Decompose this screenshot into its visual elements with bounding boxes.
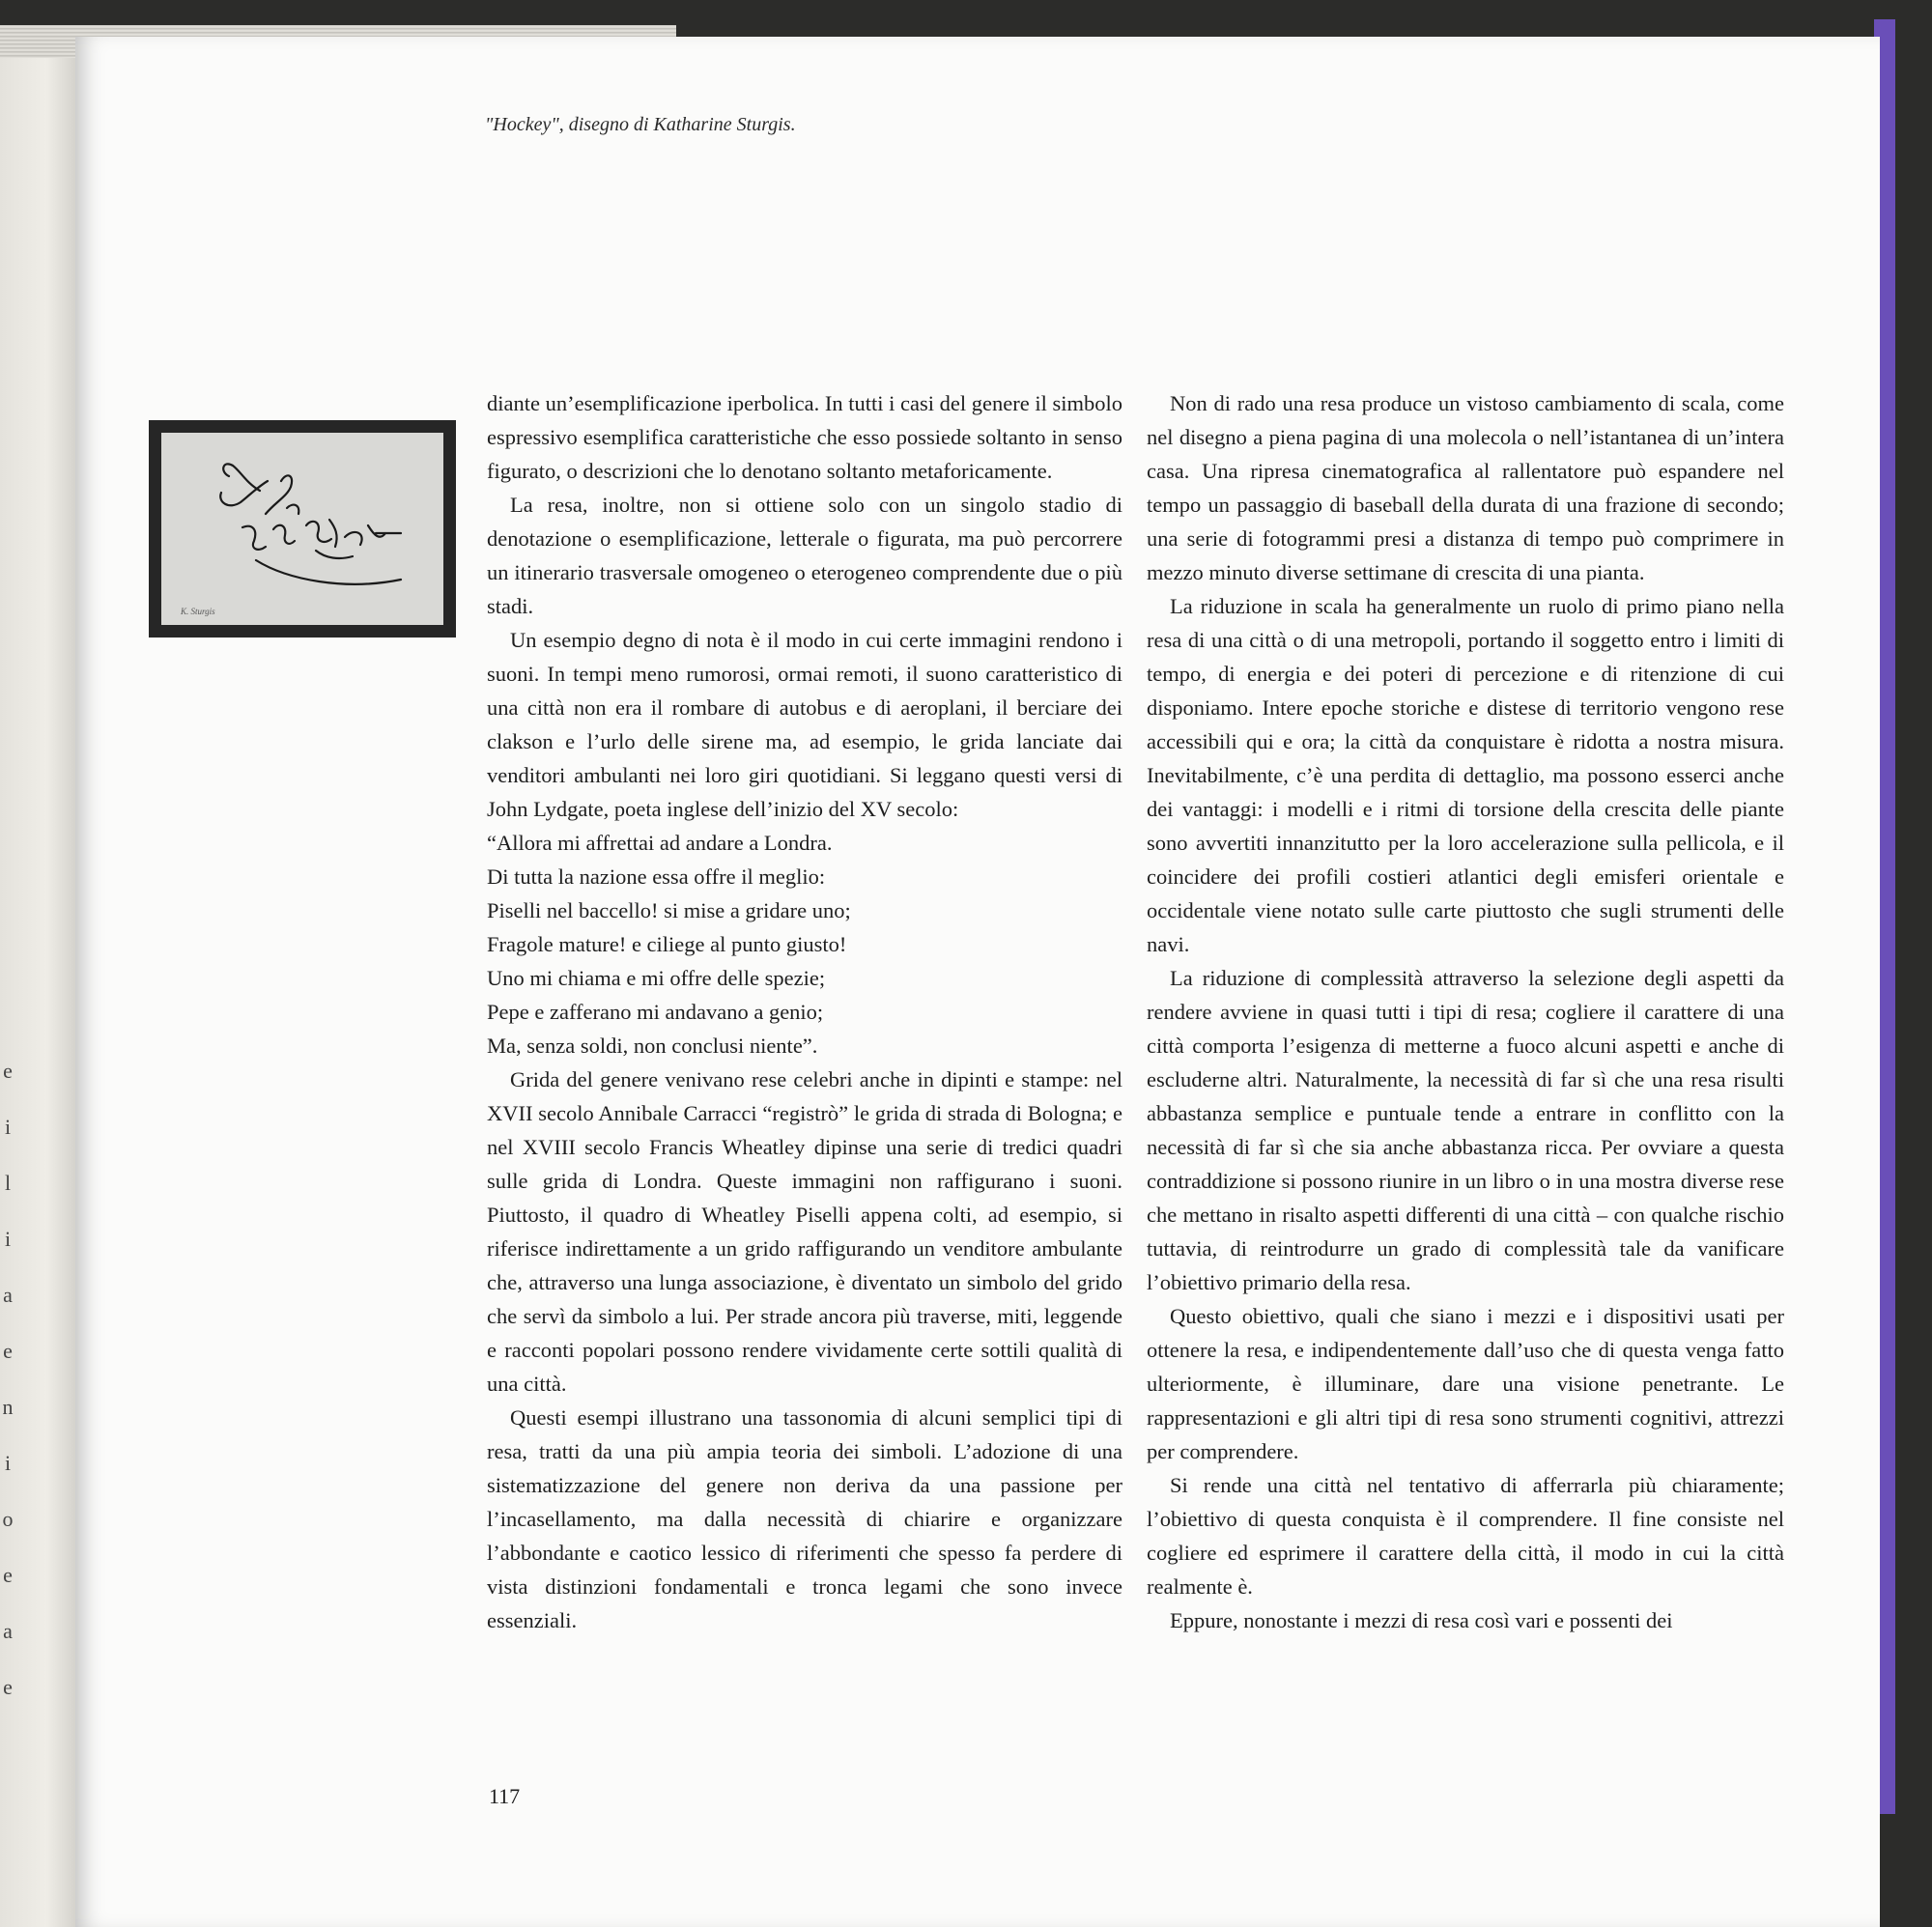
text-column-right bbox=[1147, 386, 1784, 1637]
body-paragraph: diante un’esemplificazione iperbolica. In tutti i casi del genere il simbolo espressivo esemplifica caratteristiche che esso possiede soltanto in senso figurato, o descrizioni che lo denotano soltanto metaforicamente. bbox=[487, 391, 1122, 483]
facing-page-letter: l bbox=[4, 1171, 12, 1195]
facing-page-letter: i bbox=[4, 1115, 12, 1139]
body-paragraph: Questi esempi illustrano una tassonomia di alcuni semplici tipi di resa, tratti da una più ampia teoria dei simboli. L’adozione di una sistematizzazione del genere non deriva da una passione per l’incasellamento, ma dalla necessità di chiarire e organizzare l’abbondante e caotico lessico di riferimenti che spesso fa perdere di vista distinzioni fondamentali e tronca legami che sono invece essenziali. bbox=[487, 1405, 1122, 1632]
facing-page-letter: e bbox=[3, 1563, 13, 1587]
facing-page-letter: o bbox=[2, 1507, 14, 1531]
verse-line: Piselli nel baccello! si mise a gridare uno; bbox=[487, 898, 851, 922]
facing-page-letter: a bbox=[3, 1619, 13, 1643]
body-paragraph: La riduzione in scala ha generalmente un ruolo di primo piano nella resa di una città o di una metropoli, portando il soggetto entro i limiti di tempo, di energia e dei poteri di percezione e di ritenzione di cui disponiamo. Intere epoche storiche e distese di territorio vengono rese accessibili qui e ora; la città da conquistare è ridotta a nostra misura. Inevitabilmente, c’è una perdita di dettaglio, ma possono esserci anche dei vantaggi: i modelli e i ritmi di torsione della crescita delle piante sono avvertiti innanzitutto per la loro accelerazione sulla pellicola, e il coincidere dei profili costieri atlantici degli emisferi orientale e occidentale viene notato sulle carte piuttosto che sugli strumenti delle navi. bbox=[1147, 594, 1784, 956]
verse-line: Fragole mature! e ciliege al punto giusto! bbox=[487, 932, 847, 956]
hockey-sketch-icon bbox=[161, 433, 443, 625]
body-paragraph: Grida del genere venivano rese celebri anche in dipinti e stampe: nel XVII secolo Annibale Carracci “registrò” le grida di strada di Bologna; e nel XVIII secolo Francis Wheatley dipinse una serie di tredici quadri sulle grida di Londra. Queste immagini non raffigurano i suoni. Piuttosto, il quadro di Wheatley Piselli appena colti, ad esempio, si riferisce indirettamente a un grido raffigurando un venditore ambulante che, attraverso una lunga associazione, è diventato un simbolo del grido che servì da simbolo a lui. Per strade ancora più traverse, miti, leggende e racconti popolari possono rendere vividamente certe sottili qualità di una città. bbox=[487, 1067, 1122, 1396]
page-number: 117 bbox=[489, 1784, 521, 1808]
body-paragraph: Si rende una città nel tentativo di afferrarla più chiaramente; l’obiettivo di questa conquista è il comprendere. Il fine consiste nel cogliere ed esprimere il carattere della città, il modo in cui la città realmente è. bbox=[1147, 1473, 1784, 1599]
facing-page-letter: i bbox=[4, 1451, 12, 1475]
facing-page-letter: i bbox=[4, 1227, 12, 1251]
facing-page-letter: e bbox=[3, 1675, 13, 1699]
facing-page-letter: n bbox=[2, 1395, 14, 1419]
figure-caption: "Hockey", disegno di Katharine Sturgis. bbox=[485, 114, 796, 135]
verse-line: “Allora mi affrettai ad andare a Londra. bbox=[487, 831, 833, 855]
facing-page-letter: e bbox=[3, 1339, 13, 1363]
facing-page-letter: a bbox=[3, 1283, 13, 1307]
facing-page-letter: e bbox=[3, 1059, 13, 1083]
hockey-drawing-figure bbox=[149, 420, 456, 638]
text-column-left bbox=[487, 386, 1122, 1637]
body-paragraph: Un esempio degno di nota è il modo in cui certe immagini rendono i suoni. In tempi meno rumorosi, ormai remoti, il suono caratteristico di una città non era il rombare di autobus e di aeroplani, il berciare dei clakson e l’urlo delle sirene ma, ad esempio, le grida lanciate dai venditori ambulanti nei loro giri quotidiani. Si leggano questi versi di John Lydgate, poeta inglese dell’inizio del XV secolo: bbox=[487, 628, 1122, 821]
body-paragraph: Eppure, nonostante i mezzi di resa così vari e possenti dei bbox=[1170, 1608, 1673, 1632]
body-paragraph: Non di rado una resa produce un vistoso cambiamento di scala, come nel disegno a piena pagina di una molecola o nell’istantanea di un’intera casa. Una ripresa cinematografica al rallentatore può espandere nel tempo un passaggio di baseball della durata di una frazione di secondo; una serie di fotogrammi presi a distanza di tempo può comprimere in mezzo minuto diverse settimane di crescita di una pianta. bbox=[1147, 391, 1784, 584]
verse-line: Ma, senza soldi, non conclusi niente”. bbox=[487, 1034, 818, 1058]
figure-signature: K. Sturgis bbox=[181, 607, 215, 616]
verse-line: Di tutta la nazione essa offre il meglio: bbox=[487, 864, 826, 889]
verse-line: Pepe e zafferano mi andavano a genio; bbox=[487, 1000, 824, 1024]
body-paragraph: Questo obiettivo, quali che siano i mezzi e i dispositivi usati per ottenere la resa, e indipendentemente dall’uso che di questa venga fatto ulteriormente, è illuminare, dare una visione penetrante. Le rappresentazioni e gli altri tipi di resa sono strumenti cognitivi, attrezzi per comprendere. bbox=[1147, 1304, 1784, 1463]
verse-line: Uno mi chiama e mi offre delle spezie; bbox=[487, 966, 826, 990]
body-paragraph: La resa, inoltre, non si ottiene solo con un singolo stadio di denotazione o esemplificazione, letterale o figurata, ma può percorrere un itinerario trasversale omogeneo o eterogeneo comprendente due o più stadi. bbox=[487, 493, 1122, 618]
previous-page-edge bbox=[0, 44, 77, 1927]
body-paragraph: La riduzione di complessità attraverso la selezione degli aspetti da rendere avviene in quasi tutti i tipi di resa; cogliere il carattere di una città comporta l’esigenza di metterne a fuoco alcuni aspetti e anche di escluderne altri. Naturalmente, la necessità di far sì che una resa risulti abbastanza semplice e puntuale tende a entrare in conflitto con la necessità di far sì che sia anche abbastanza ricca. Per ovviare a questa contraddizione si possono riunire in un libro o in una mostra diverse rese che mettano in risalto aspetti differenti di una città – con qualche rischio tuttavia, di reintrodurre un grado di complessità tale da vanificare l’obiettivo primario della resa. bbox=[1147, 966, 1784, 1294]
